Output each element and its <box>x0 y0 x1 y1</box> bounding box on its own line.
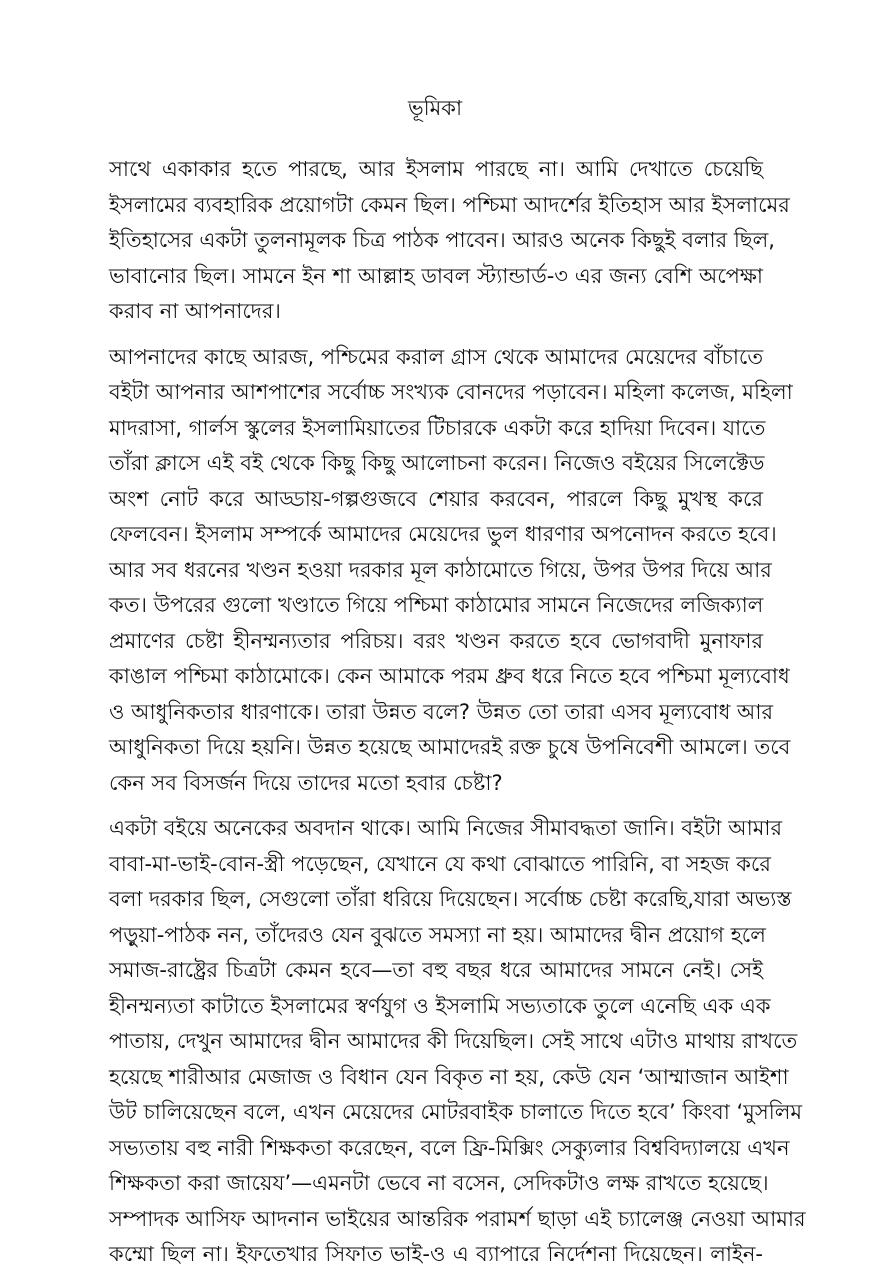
text-line: আধুনিকতা দিয়ে হয়নি। উন্নত হয়েছে আমাদেরই রক্ত চুষে উপনিবেশী আমলে। তবে <box>109 735 791 759</box>
text-line: সমাজ-রাষ্ট্রের চিত্রটা কেমন হবে—তা বহু বছর ধরে আমাদের সামনে নেই। সেই <box>109 958 763 982</box>
text-line: হয়েছে শারীআর মেজাজ ও বিধান যেন বিকৃত না হয়, কেউ যেন ‘আম্মাজান আইশা <box>109 1064 789 1089</box>
text-line: হীনম্মন্যতা কাটাতে ইসলামের স্বর্ণযুগ ও ইসলামি সভ্যতাকে তুলে এনেছি এক এক <box>109 993 771 1018</box>
text-line: তাঁরা ক্লাসে এই বই থেকে কিছু কিছু আলোচনা করেন। নিজেও বইয়ের সিলেক্টেড <box>109 451 765 475</box>
text-line: উট চালিয়েছেন বলে, এখন মেয়েদের মোটরবাইক চালাতে দিতে হবে’ কিংবা ‘মুসলিম <box>109 1100 803 1124</box>
text-line: বইটা আপনার আশপাশের সর্বোচ্চ সংখ্যক বোনদের পড়াবেন। মহিলা কলেজ, মহিলা <box>109 380 793 404</box>
text-line: আপনাদের কাছে আরজ, পশ্চিমের করাল গ্রাস থেকে আমাদের মেয়েদের বাঁচাতে <box>109 344 764 369</box>
text-line: ও আধুনিকতার ধারণাকে। তারা উন্নত বলে? উন্নত তো তারা এসব মূল্যবোধ আর <box>109 699 774 724</box>
text-line: কাঙাল পশ্চিমা কাঠামোকে। কেন আমাকে পরম ধ্রুব ধরে নিতে হবে পশ্চিমা মূল্যবোধ <box>109 664 790 688</box>
text-line: ফেলবেন। ইসলাম সম্পর্কে আমাদের মেয়েদের ভুল ধারণার অপনোদন করতে হবে। <box>109 522 777 546</box>
paragraph-1 <box>109 152 790 330</box>
text-line: ইসলামের ব্যবহারিক প্রয়োগটা কেমন ছিল। পশ্চিমা আদর্শের ইতিহাস আর ইসলামের <box>109 192 790 217</box>
text-line: মাদরাসা, গার্লস স্কুলের ইসলামিয়াতের টিচারকে একটা করে হাদিয়া দিবেন। যাতে <box>109 415 766 440</box>
text-line: প্রমাণের চেষ্টা হীনম্মন্যতার পরিচয়। বরং খণ্ডন করতে হবে ভোগবাদী মুনাফার <box>109 628 763 653</box>
paragraph-2 <box>109 340 793 802</box>
text-line: পড়ুয়া-পাঠক নন, তাঁদেরও যেন বুঝতে সমস্যা না হয়। আমাদের দ্বীন প্রয়োগ হলে <box>109 922 766 947</box>
text-line: একটা বইয়ে অনেকের অবদান থাকে। আমি নিজের সীমাবদ্ধতা জানি। বইটা আমার <box>109 816 782 840</box>
text-line: কম্মো ছিল না। ইফতেখার সিফাত ভাই-ও এ ব্যাপারে নির্দেশনা দিয়েছেন। লাইন- <box>109 1242 763 1266</box>
text-line: করাব না আপনাদের। <box>109 299 281 323</box>
text-line: আর সব ধরনের খণ্ডন হওয়া দরকার মূল কাঠামোতে গিয়ে, উপর উপর দিয়ে আর <box>109 557 772 582</box>
text-line: কত। উপরের গুলো খণ্ডাতে গিয়ে পশ্চিমা কাঠামোর সামনে নিজেদের লজিক্যাল <box>109 593 764 617</box>
text-line: সম্পাদক আসিফ আদনান ভাইয়ের আন্তরিক পরামর্শ ছাড়া এই চ্যালেঞ্জ নেওয়া আমার <box>109 1206 806 1231</box>
body-text <box>109 152 806 1283</box>
text-line: ভাবানোর ছিল। সামনে ইন শা আল্লাহ ডাবল স্ট্যান্ডার্ড-৩ এর জন্য বেশি অপেক্ষা <box>109 263 763 288</box>
text-line: শিক্ষকতা করা জায়েয’—এমনটা ভেবে না বসেন, সেদিকটাও লক্ষ রাখতে হয়েছে। <box>109 1171 769 1195</box>
text-line: বলা দরকার ছিল, সেগুলো তাঁরা ধরিয়ে দিয়েছেন। সর্বোচ্চ চেষ্টা করেছি,যারা অভ্যস্ত <box>109 887 792 911</box>
text-line: সভ্যতায় বহু নারী শিক্ষকতা করেছেন, বলে ফ্রি-মিক্সিং সেক্যুলার বিশ্ববিদ্যালয়ে এখন <box>109 1135 790 1160</box>
text-line: অংশ নোট করে আড্ডায়-গল্পগুজবে শেয়ার করবেন, পারলে কিছু মুখস্থ করে <box>109 486 763 511</box>
text-line: কেন সব বিসর্জন দিয়ে তাদের মতো হবার চেষ্টা? <box>109 770 503 795</box>
text-line: ইতিহাসের একটা তুলনামূলক চিত্র পাঠক পাবেন। আরও অনেক কিছুই বলার ছিল, <box>109 228 775 252</box>
page-heading: ভূমিকা <box>407 96 463 120</box>
text-line: সাথে একাকার হতে পারছে, আর ইসলাম পারছে না। আমি দেখাতে চেয়েছি <box>109 157 763 181</box>
text-line: বাবা-মা-ভাই-বোন-স্ত্রী পড়েছেন, যেখানে যে কথা বোঝাতে পারিনি, বা সহজ করে <box>109 851 771 876</box>
paragraph-3 <box>109 811 806 1273</box>
text-line: পাতায়, দেখুন আমাদের দ্বীন আমাদের কী দিয়েছিল। সেই সাথে এটাও মাথায় রাখতে <box>109 1029 798 1053</box>
